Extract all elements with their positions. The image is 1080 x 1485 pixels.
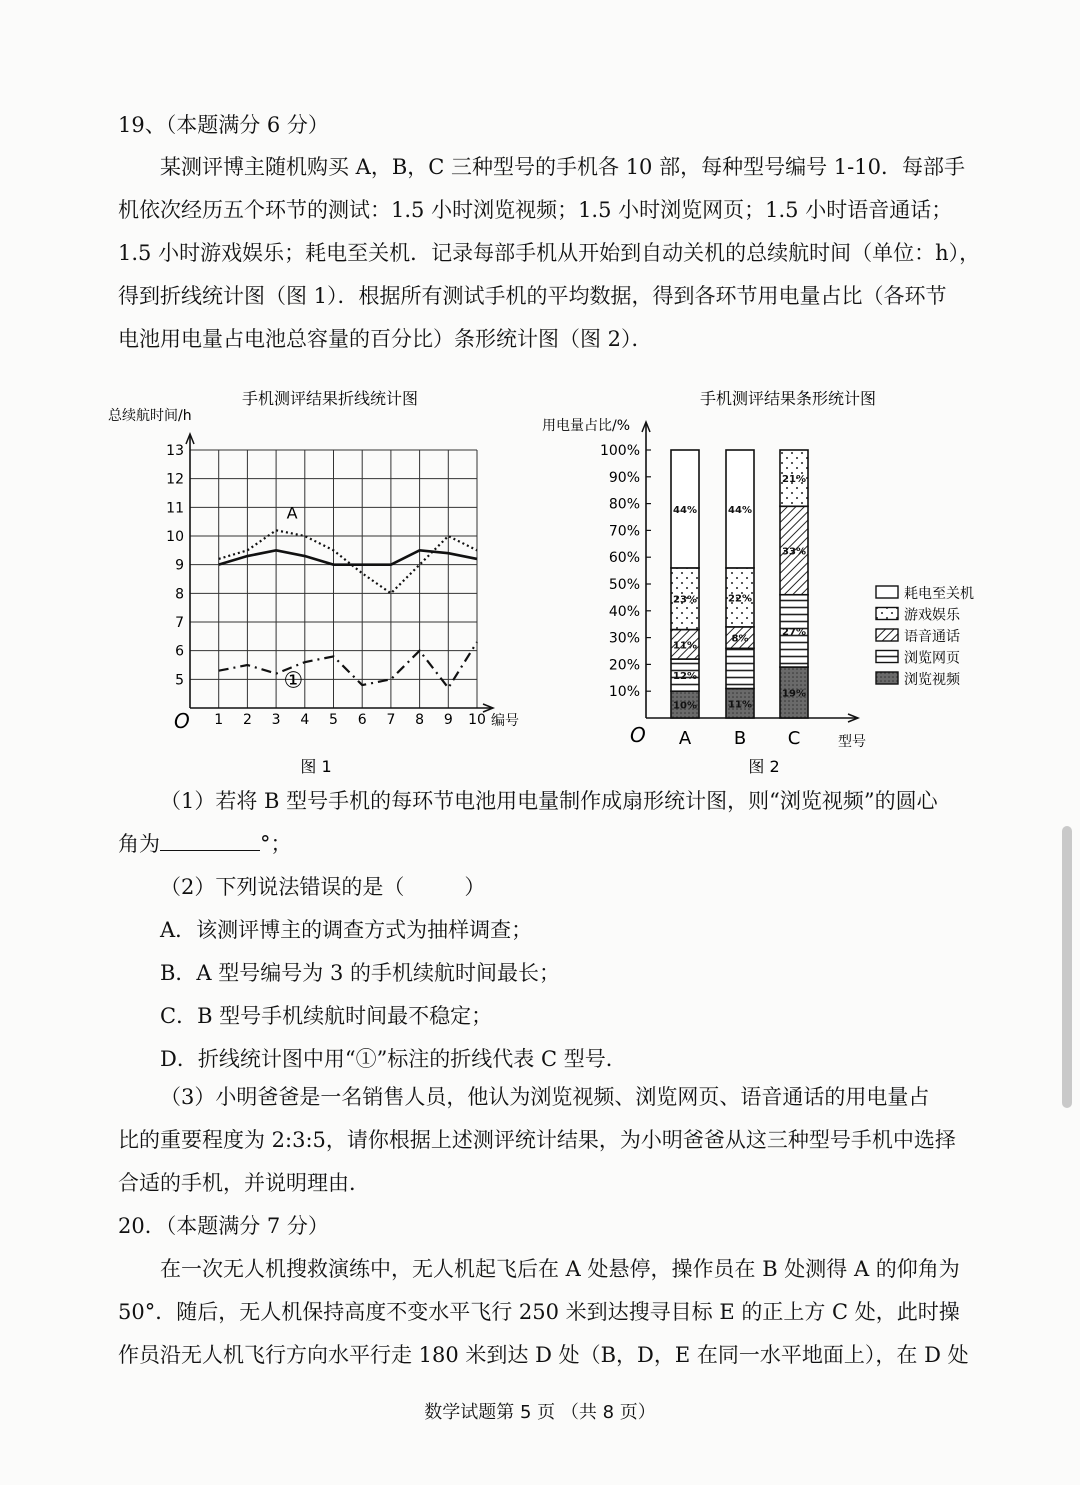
y-tick-label: 70% (608, 523, 640, 540)
bar-data-label: 19% (782, 688, 806, 700)
x-tick-label: 3 (271, 712, 281, 728)
x-tick-label: 4 (300, 712, 310, 728)
line-chart-figure-1 (100, 380, 540, 780)
bar-data-label: 12% (673, 671, 697, 683)
x-tick-label: 1 (214, 712, 224, 728)
series-line (219, 530, 477, 593)
legend-swatch (876, 629, 898, 641)
line-chart-x-axis-label: 编号 (491, 713, 519, 729)
bar-data-label: 10% (673, 700, 697, 712)
y-tick-label: 60% (608, 550, 640, 567)
bar-data-label: 44% (673, 504, 697, 516)
bar-chart-legend (876, 585, 974, 688)
line-chart-tick-labels (166, 443, 486, 728)
bar-chart-y-axis-label: 用电量占比/% (542, 418, 631, 434)
option-d: D．折线统计图中用“①”标注的折线代表 C 型号． (160, 1047, 627, 1071)
legend-swatch (876, 608, 898, 620)
y-tick-label: 40% (608, 603, 640, 620)
bar-data-label: 22% (728, 593, 752, 605)
answer-blank[interactable] (160, 830, 260, 851)
q19-intro-line: 某测评博主随机购买 A，B，C 三种型号的手机各 10 部，每种型号编号 1-10．每部手 (160, 155, 965, 179)
bar-data-label: 11% (728, 699, 752, 711)
bar-data-label: 8% (731, 633, 749, 645)
bar-data-label: 44% (728, 504, 752, 516)
q19-part1-line: （1）若将 B 型号手机的每环节电池用电量制作成扇形统计图，则“浏览视频”的圆心 (160, 789, 938, 813)
legend-label: 语音通话 (904, 629, 960, 645)
q19-part3-line: （3）小明爸爸是一名销售人员，他认为浏览视频、浏览网页、语音通话的用电量占 (160, 1085, 930, 1109)
q19-part2-line (118, 866, 988, 909)
q20-line: 50°．随后，无人机保持高度不变水平飞行 250 米到达搜寻目标 E 的正上方 C 处，此时操 (118, 1300, 960, 1324)
y-tick-label: 90% (608, 469, 640, 486)
y-tick-label: 5 (175, 672, 184, 689)
bar-chart-caption: 图 2 (748, 757, 780, 776)
x-tick-label: B (733, 728, 747, 749)
y-tick-label: 9 (175, 557, 184, 574)
q19-part3-line: 合适的手机，并说明理由． (118, 1171, 370, 1195)
bar-chart-figure-2 (540, 380, 980, 780)
q19-part1-line (118, 823, 988, 866)
legend-swatch (876, 672, 898, 684)
legend-swatch (876, 651, 898, 663)
series-line (219, 642, 477, 688)
bar-chart-x-axis-label: 型号 (838, 734, 866, 750)
q19-part2-close: ） (464, 875, 486, 899)
line-chart-caption: 图 1 (300, 757, 332, 776)
q20-header: 20．（本题满分 7 分） (118, 1214, 329, 1238)
y-tick-label: 11 (166, 500, 184, 517)
x-tick-label: 2 (242, 712, 252, 728)
y-tick-label: 7 (175, 615, 184, 631)
series-label: A (286, 503, 298, 523)
x-tick-label: 9 (443, 712, 453, 728)
line-chart-y-axis-label: 总续航时间/h (108, 408, 192, 424)
line-chart-series (219, 503, 477, 693)
x-tick-label: 6 (357, 712, 367, 728)
bar-data-label: 27% (782, 626, 806, 638)
x-tick-label: 7 (386, 712, 396, 728)
q19-intro-line: 电池用电量占电池总容量的百分比）条形统计图（图 2）． (118, 327, 653, 351)
y-tick-label: 10 (166, 529, 184, 545)
x-tick-label: 8 (415, 712, 425, 728)
y-tick-label: 20% (608, 657, 640, 674)
bar-data-label: 11% (673, 640, 697, 652)
line-chart-axes (186, 434, 493, 712)
q19-part2-stem: （2）下列说法错误的是（ (160, 875, 405, 899)
series-label: ① (283, 668, 304, 694)
legend-label: 游戏娱乐 (904, 607, 960, 624)
option-a: A．该测评博主的调查方式为抽样调查； (160, 918, 533, 942)
y-tick-label: 10% (608, 684, 640, 701)
y-tick-label: 13 (166, 443, 184, 459)
bar-chart-bars (671, 450, 808, 749)
y-tick-label: 50% (608, 577, 640, 593)
y-tick-label: 30% (608, 630, 640, 647)
scrollbar-thumb[interactable] (1062, 826, 1072, 1108)
bar-data-label: 23% (673, 594, 697, 606)
q19-intro-line: 机依次经历五个环节的测试：1.5 小时浏览视频；1.5 小时浏览网页；1.5 小时语音通话； (118, 198, 953, 222)
q20-line: 在一次无人机搜救演练中，无人机起飞后在 A 处悬停，操作员在 B 处测得 A 的仰角为 (160, 1257, 960, 1281)
option-b: B．A 型号编号为 3 的手机续航时间最长； (160, 961, 560, 985)
bar-chart-origin-label: O (630, 723, 646, 747)
q20-line: 作员沿无人机飞行方向水平行走 180 米到达 D 处（B，D，E 在同一水平地面上），在 D 处 (118, 1343, 969, 1367)
x-tick-label: A (678, 728, 692, 749)
x-tick-label: C (787, 728, 801, 749)
q19-part3-line: 比的重要程度为 2:3:5，请你根据上述测评统计结果，为小明爸爸从这三种型号手机中选择 (118, 1128, 956, 1152)
bar-data-label: 33% (782, 546, 806, 558)
q19-header: 19、（本题满分 6 分） (118, 113, 329, 137)
q19-intro-line: 得到折线统计图（图 1）．根据所有测试手机的平均数据，得到各环节用电量占比（各环节 (118, 284, 947, 308)
line-chart-title: 手机测评结果折线统计图 (241, 389, 419, 408)
y-tick-label: 8 (175, 586, 184, 603)
y-tick-label: 80% (608, 496, 640, 513)
bar-segment (726, 648, 754, 688)
legend-label: 浏览网页 (904, 650, 960, 667)
legend-label: 浏览视频 (904, 672, 960, 688)
x-tick-label: 5 (329, 712, 338, 728)
line-chart-origin-label: O (174, 709, 190, 733)
legend-swatch (876, 586, 898, 598)
q19-part1-prefix: 角为 (118, 832, 160, 856)
bar-data-label: 21% (782, 474, 806, 486)
bar-chart-title: 手机测评结果条形统计图 (699, 389, 877, 408)
option-c: C．B 型号手机续航时间最不稳定； (160, 1004, 493, 1028)
page-footer: 数学试题第 5 页 （共 8 页） (424, 1402, 656, 1423)
y-tick-label: 6 (175, 643, 184, 660)
y-tick-label: 100% (599, 443, 640, 459)
y-tick-label: 12 (166, 471, 184, 488)
legend-label: 耗电至关机 (904, 586, 974, 602)
q19-intro-line: 1.5 小时游戏娱乐；耗电至关机．记录每部手机从开始到自动关机的总续航时间（单位：h）， (118, 241, 981, 265)
bar-chart-tick-labels (600, 443, 651, 700)
line-chart-grid (190, 450, 477, 708)
x-tick-label: 10 (468, 712, 486, 728)
q19-part1-suffix: °； (260, 832, 292, 856)
